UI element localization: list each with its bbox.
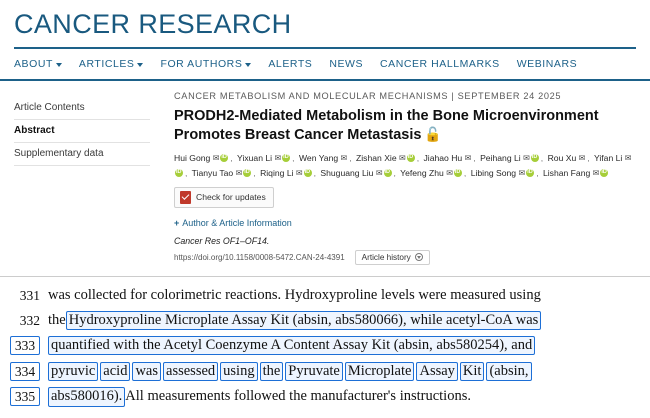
- citation-line: Cancer Res OF1–OF14.: [174, 235, 270, 246]
- highlighted-word[interactable]: (absin,: [486, 362, 531, 381]
- envelope-icon[interactable]: ✉: [340, 153, 348, 163]
- envelope-icon[interactable]: ✉: [464, 153, 472, 163]
- nav-item-label: CANCER HALLMARKS: [380, 58, 500, 71]
- author-separator: ,: [230, 153, 233, 164]
- highlighted-word[interactable]: Kit: [460, 362, 485, 381]
- article-contents-sidebar: [0, 91, 160, 264]
- orcid-icon[interactable]: [531, 154, 539, 162]
- doi-link[interactable]: https://doi.org/10.1158/0008-5472.CAN-24-4391: [174, 252, 345, 262]
- orcid-icon[interactable]: [454, 169, 462, 177]
- author-name: Yifan Li: [593, 153, 623, 164]
- envelope-icon[interactable]: ✉: [523, 153, 530, 163]
- article-history-button[interactable]: [355, 250, 430, 265]
- chevron-down-icon: [137, 63, 143, 67]
- author-separator: ,: [185, 167, 188, 178]
- line-content: [48, 387, 640, 406]
- article-kicker: CANCER METABOLISM AND MOLECULAR MECHANISMS | SEPTEMBER 24 2025: [174, 91, 562, 102]
- highlighted-text-run[interactable]: abs580016).: [48, 387, 125, 406]
- check-for-updates-button[interactable]: [174, 187, 274, 208]
- text-run: All measurements followed the manufacturer's instructions.: [125, 388, 471, 405]
- text-line: [10, 311, 640, 330]
- line-number: 331: [19, 287, 40, 303]
- author-separator: ,: [253, 167, 256, 178]
- orcid-icon[interactable]: [282, 154, 290, 162]
- orcid-icon[interactable]: [600, 169, 608, 177]
- text-line: [10, 362, 640, 381]
- envelope-icon[interactable]: ✉: [375, 168, 383, 178]
- author-name: Tianyu Tao: [191, 167, 234, 178]
- author-name: Jiahao Hu: [423, 153, 463, 164]
- document-text-body: [0, 277, 650, 407]
- list-item[interactable]: [356, 153, 415, 163]
- author-separator: ,: [393, 167, 396, 178]
- chevron-down-circle-icon: [415, 253, 423, 261]
- highlighted-text-run[interactable]: quantified with the Acetyl Coenzyme A Content Assay Kit (absin, abs580254), and: [48, 336, 535, 355]
- author-separator: ,: [292, 153, 295, 164]
- author-article-information-toggle[interactable]: [174, 218, 636, 228]
- nav-item-webinars[interactable]: [517, 58, 577, 70]
- list-item[interactable]: [320, 168, 391, 178]
- author-name: Peihang Li: [480, 153, 521, 164]
- list-item[interactable]: [192, 168, 252, 178]
- orcid-icon[interactable]: [407, 154, 415, 162]
- doi-row: [174, 250, 636, 265]
- author-separator: ,: [349, 153, 352, 164]
- nav-item-alerts[interactable]: [268, 58, 312, 70]
- author-separator: ,: [473, 153, 476, 164]
- list-item[interactable]: [480, 153, 539, 163]
- envelope-icon[interactable]: ✉: [518, 168, 526, 178]
- list-item[interactable]: [424, 153, 472, 163]
- journal-title[interactable]: CANCER RESEARCH: [14, 9, 292, 39]
- highlighted-word[interactable]: the: [260, 362, 284, 381]
- nav-item-label: ARTICLES: [78, 58, 135, 71]
- envelope-icon[interactable]: ✉: [399, 153, 406, 163]
- author-name: Lishan Fang: [542, 167, 591, 178]
- list-item[interactable]: [237, 153, 290, 163]
- line-content: [48, 311, 640, 330]
- nav-item-about[interactable]: [14, 58, 62, 70]
- nav-item-label: WEBINARS: [516, 58, 578, 71]
- article-history-label: Article history: [361, 252, 411, 262]
- author-separator: ,: [540, 153, 544, 164]
- highlighted-word[interactable]: was: [132, 362, 161, 381]
- nav-item-label: NEWS: [329, 58, 364, 71]
- orcid-icon[interactable]: [243, 169, 251, 177]
- highlighted-word[interactable]: assessed: [163, 362, 218, 381]
- author-article-information-label: Author & Article Information: [182, 217, 292, 228]
- list-item[interactable]: [543, 168, 608, 178]
- orcid-icon[interactable]: [220, 154, 228, 162]
- line-number-selected[interactable]: 335: [10, 387, 40, 406]
- line-number-selected[interactable]: 333: [10, 336, 40, 355]
- main-navigation: [0, 49, 650, 79]
- author-separator: ,: [416, 153, 420, 164]
- highlighted-word[interactable]: using: [220, 362, 257, 381]
- plus-icon: +: [174, 217, 180, 228]
- author-name: Shuguang Liu: [320, 167, 374, 178]
- envelope-icon[interactable]: ✉: [446, 168, 453, 178]
- author-list: [174, 151, 636, 179]
- line-content: [48, 362, 640, 381]
- author-separator: ,: [587, 153, 590, 164]
- list-item[interactable]: [400, 168, 462, 178]
- nav-item-articles[interactable]: [79, 58, 144, 70]
- sidebar-item-abstract[interactable]: Abstract: [14, 120, 150, 143]
- text-line: [10, 387, 640, 406]
- crossmark-flag-icon: [180, 191, 191, 204]
- article-header-area: [0, 81, 650, 264]
- author-name: Hui Gong: [174, 153, 211, 164]
- check-for-updates-label: Check for updates: [196, 192, 266, 203]
- author-separator: ,: [536, 167, 539, 178]
- article-title-text: PRODH2-Mediated Metabolism in the Bone Microenvironment Promotes Breast Cancer Metastasis: [174, 108, 599, 143]
- author-separator: ,: [313, 167, 316, 178]
- envelope-icon[interactable]: ✉: [235, 168, 243, 178]
- line-content: [48, 286, 640, 304]
- list-item[interactable]: [548, 153, 586, 163]
- sidebar-item-supplementary-data[interactable]: Supplementary data: [14, 143, 150, 166]
- author-name: Yefeng Zhu: [400, 167, 444, 178]
- highlighted-word[interactable]: Pyruvate: [285, 362, 343, 381]
- list-item[interactable]: [260, 168, 312, 178]
- envelope-icon[interactable]: ✉: [624, 153, 632, 163]
- text-run: was collected for colorimetric reactions. Hydroxyproline levels were measured using: [48, 286, 541, 303]
- author-name: Wen Yang: [298, 153, 339, 164]
- text-line: [10, 286, 640, 304]
- envelope-icon[interactable]: ✉: [578, 153, 586, 163]
- list-item[interactable]: [299, 153, 347, 163]
- article-contents-title: Article Contents: [14, 97, 150, 120]
- text-run: the: [48, 311, 66, 328]
- line-number-selected[interactable]: 334: [10, 362, 40, 381]
- highlighted-text-run[interactable]: Hydroxyproline Microplate Assay Kit (absin, abs580066), while acetyl-CoA was: [66, 311, 542, 330]
- nav-item-for-authors[interactable]: [160, 58, 251, 70]
- author-name: Zishan Xie: [356, 153, 397, 164]
- author-name: Riqing Li: [260, 167, 294, 178]
- highlighted-word[interactable]: Microplate: [345, 362, 415, 381]
- orcid-icon[interactable]: [304, 169, 312, 177]
- nav-item-label: ALERTS: [268, 58, 313, 71]
- highlighted-word[interactable]: Assay: [416, 362, 457, 381]
- author-name: Yixuan Li: [237, 153, 273, 164]
- chevron-down-icon: [56, 63, 62, 67]
- orcid-icon[interactable]: [175, 169, 183, 177]
- highlighted-word[interactable]: acid: [100, 362, 130, 381]
- nav-item-cancer-hallmarks[interactable]: [380, 58, 500, 70]
- highlighted-word[interactable]: pyruvic: [48, 362, 98, 381]
- chevron-down-icon: [245, 63, 251, 67]
- line-content: [48, 336, 640, 355]
- open-lock-icon: 🔓: [424, 125, 442, 142]
- nav-item-label: ABOUT: [14, 58, 53, 71]
- list-item[interactable]: [471, 168, 535, 178]
- line-number: 332: [19, 312, 40, 328]
- page-title: [174, 107, 636, 144]
- envelope-icon[interactable]: ✉: [295, 168, 303, 178]
- orcid-icon[interactable]: [526, 169, 534, 177]
- envelope-icon[interactable]: ✉: [274, 153, 282, 163]
- envelope-icon[interactable]: ✉: [212, 153, 220, 163]
- author-name: Libing Song: [470, 167, 517, 178]
- author-name: Rou Xu: [547, 153, 577, 164]
- nav-item-label: FOR AUTHORS: [160, 58, 243, 71]
- author-separator: ,: [463, 167, 467, 178]
- envelope-icon[interactable]: ✉: [592, 168, 600, 178]
- orcid-icon[interactable]: [384, 169, 392, 177]
- nav-item-news[interactable]: [329, 58, 363, 70]
- text-line: [10, 336, 640, 355]
- list-item[interactable]: [174, 153, 228, 163]
- journal-header: [0, 0, 650, 49]
- article-metadata: [160, 91, 650, 264]
